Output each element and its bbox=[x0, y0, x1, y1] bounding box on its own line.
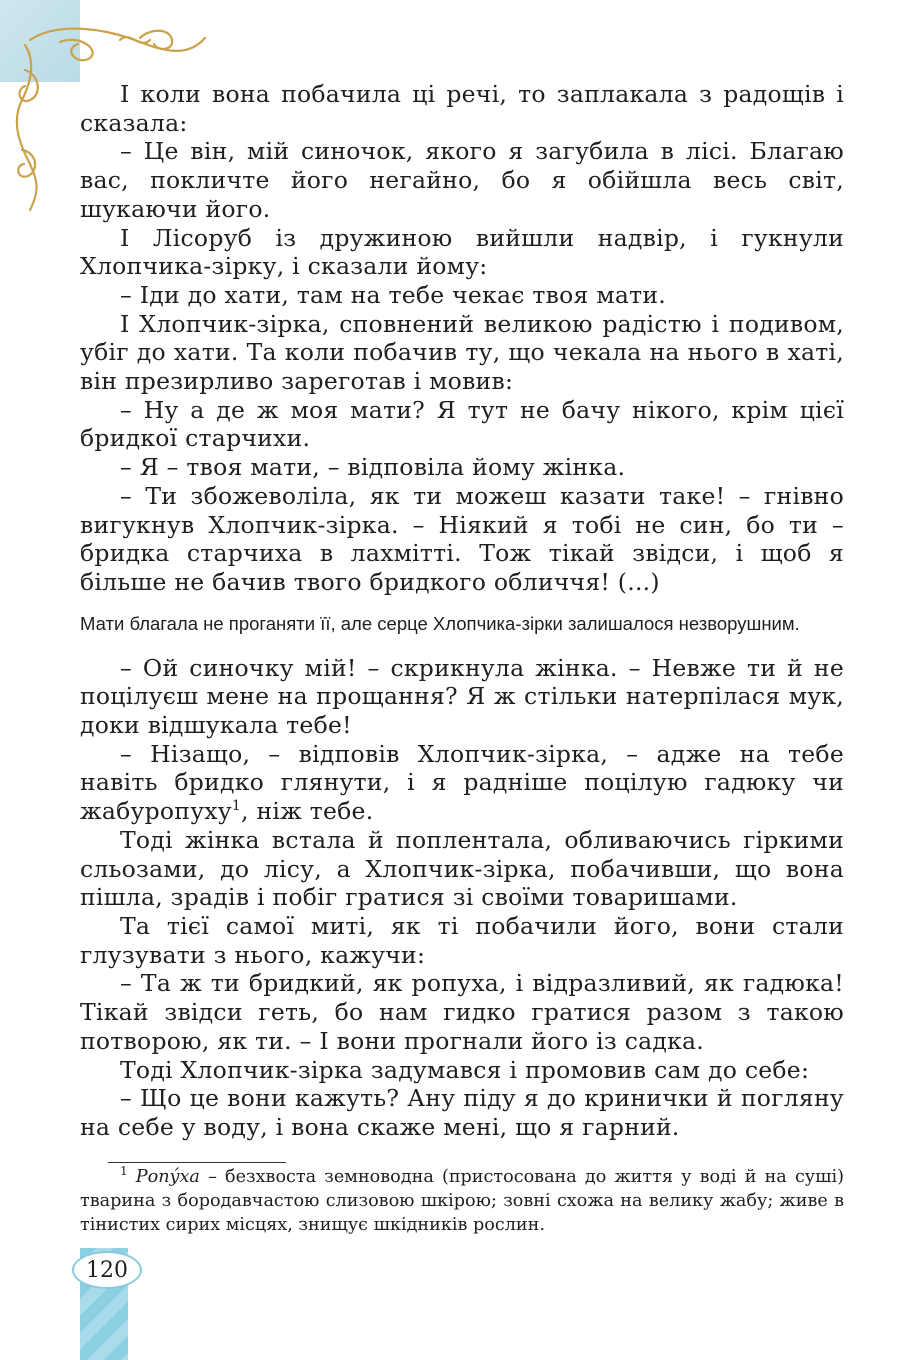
paragraph: – Іди до хати, там на тебе чекає твоя мати. bbox=[120, 280, 667, 309]
footnote bbox=[80, 1165, 844, 1237]
paragraph: І коли вона побачила ці речі, то заплакала з радощів і сказала: bbox=[80, 80, 844, 137]
page-number: 120 bbox=[72, 1251, 142, 1289]
footnote-divider bbox=[108, 1162, 286, 1163]
paragraph: – Це він, мій синочок, якого я загубила в лісі. Благаю вас, покличте його негайно, бо я обійшла весь світ, шукаючи його. bbox=[80, 137, 844, 223]
paragraph bbox=[80, 740, 844, 826]
paragraph: І Хлопчик-зірка, сповнений великою радістю і подивом, убіг до хати. Та коли побачив ту, що чекала на нього в хаті, він презирливо зареготав і мовив: bbox=[80, 309, 844, 396]
paragraph: Тоді Хлопчик-зірка задумався і промовив сам до себе: bbox=[120, 1055, 810, 1084]
main-text bbox=[80, 80, 844, 1142]
narration-summary: Мати благала не проганяти її, але серце Хлопчика-зірки залишалося незворушним. bbox=[80, 612, 800, 634]
footnote-number: 1 bbox=[120, 1164, 128, 1179]
paragraph-text: – Нізащо, – відповів Хлопчик-зірка, – адже на тебе навіть бридко глянути, і я радніше поцілую гадюку чи жабуропуху bbox=[80, 739, 844, 826]
paragraph: – Та ж ти бридкий, як ропуха, і відразливий, як гадюка! Тікай звідси геть, бо нам гидко гратися разом з такою потворою, як ти. – І вони прогнали його із садка. bbox=[80, 969, 844, 1055]
paragraph: – Я – твоя мати, – відповіла йому жінка. bbox=[120, 453, 626, 482]
footnote-term: Ропýха bbox=[135, 1167, 200, 1187]
paragraph: – Ну а де ж моя мати? Я тут не бачу нікого, крім цієї бридкої старчихи. bbox=[80, 395, 844, 453]
paragraph: – Що це вони кажуть? Ану піду я до кринички й погляну на себе у воду, і вона скаже мені, що я гарний. bbox=[80, 1084, 844, 1141]
footnote-marker: 1 bbox=[231, 798, 242, 815]
footnote-text: – безхвоста земноводна (пристосована до життя у воді й на суші) тварина з бородавчастою слизовою шкірою; зовні схожа на велику жабу; живе в тінистих сирих місцях, знищує шкідників рослин. bbox=[80, 1167, 844, 1235]
paragraph: – Ой синочку мій! – скрикнула жінка. – Невже ти й не поцілуєш мене на прощання? Я ж стільки натерпілася мук, доки відшукала тебе! bbox=[80, 653, 844, 740]
paragraph: І Лісоруб із дружиною вийшли надвір, і гукнули Хлопчика-зірку, і сказали йому: bbox=[80, 223, 844, 281]
paragraph: Та тієї самої миті, як ті побачили його, вони стали глузувати з нього, кажучи: bbox=[80, 911, 844, 969]
paragraph: Тоді жінка встала й поплентала, обливаючись гіркими сльозами, до лісу, а Хлопчик-зірка, побачивши, що вона пішла, зрадів і побіг гратися зі своїми товаришами. bbox=[80, 825, 844, 912]
paragraph: – Ти збожеволіла, як ти можеш казати таке! – гнівно вигукнув Хлопчик-зірка. – Ніякий я тобі не син, бо ти – бридка старчиха в лахмітті. Тож тікай звідси, і щоб я більше не бачив твого бридкого обличчя! (...) bbox=[80, 481, 844, 596]
paragraph-tail: , ніж тебе. bbox=[241, 797, 374, 826]
